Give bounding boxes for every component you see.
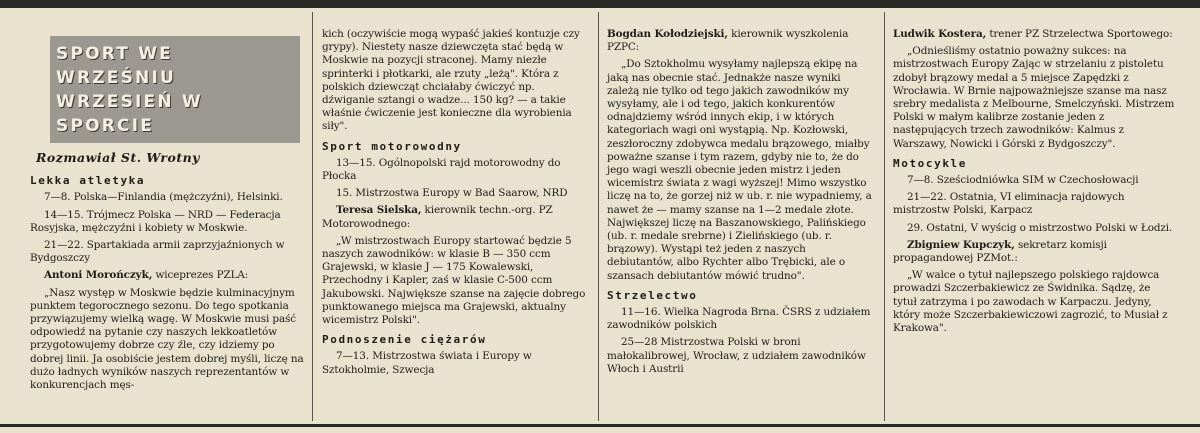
byline: Rozmawiał St. Wrotny bbox=[36, 150, 200, 165]
schedule-item: 15. Mistrzostwa Europy w Bad Saarow, NRD bbox=[336, 187, 568, 200]
schedule-item: 21—22. Ostatnia, VI eliminacja rajdowych mistrzostw Polski, Karpacz bbox=[893, 191, 1125, 217]
schedule-item: 29. Ostatni, V wyścig o mistrzostwo Polski w Łodzi. bbox=[907, 221, 1173, 234]
headline-box bbox=[50, 36, 300, 143]
section-heading-lekka-atletyka: Lekka atletyka bbox=[30, 174, 146, 188]
schedule-item: 7—8. Polska—Finlandia (mężczyźni), Helsinki. bbox=[44, 191, 283, 204]
schedule-item: 14—15. Trójmecz Polska — NRD — Federacja Rosyjska, mężczyźni i kobiety w Moskwie. bbox=[30, 208, 281, 234]
speaker-role: wiceprezes PZLA: bbox=[152, 269, 249, 282]
speaker-name: Teresa Sielska, bbox=[336, 204, 422, 217]
column-2 bbox=[322, 28, 590, 381]
speaker-role: kierownik techn.-org. PZ Motorowodnego: bbox=[322, 204, 553, 230]
schedule-item: 25—28 Mistrzostwa Polski w broni małokalibrowej, Wrocław, z udziałem zawodników Włoch i Austrii bbox=[607, 336, 866, 375]
speaker-name: Bogdan Kołodziejski, bbox=[607, 28, 728, 40]
schedule-item: 7—13. Mistrzostwa świata i Europy w Sztokholmie, Szwecja bbox=[322, 350, 532, 376]
section-heading-podnoszenie-ciezarow: Podnoszenie ciężarów bbox=[322, 333, 487, 347]
column-3 bbox=[607, 28, 875, 380]
interview-quote: „W mistrzostwach Europy startować będzie 5 naszych zawodników: w klasie B — 350 ccm Grajewski, w klasie J — 175 Kowalewski, Przechodny i Kapler, zaś w klasie C-500 ccm Jakubowski. Największe szanse na zajęcie dobrego punktowanego miejsca ma Grajewski, aktualny wicemistrz Polski". bbox=[322, 234, 586, 327]
column-1 bbox=[30, 16, 304, 396]
speaker-name: Zbigniew Kupczyk, bbox=[907, 238, 1015, 251]
interview-quote: „W walce o tytuł najlepszego polskiego rajdowca prowadzi Szczerbakiewicz ze Świdnika. Sądzę, że tytuł zatrzyma i po zawodach w Karpaczu. Jedyny, który może Szczerbakiewiczowi zagrozić, to Musiał z Krakowa". bbox=[893, 269, 1168, 335]
section-heading-sport-motorowodny: Sport motorowodny bbox=[322, 139, 462, 153]
speaker-role: kierownik wyszkolenia PZPC: bbox=[607, 28, 849, 54]
schedule-item: 11—16. Wielka Nagroda Brna. ČSRS z udziałem zawodników polskich bbox=[607, 306, 871, 332]
headline-line-2: WRZESIEŃ W SPORCIE bbox=[56, 92, 203, 136]
speaker-name: Ludwik Kostera, bbox=[893, 28, 987, 40]
headline-line-1: SPORT WE WRZEŚNIU bbox=[56, 44, 176, 88]
interview-quote: „Do Sztokholmu wysyłamy najlepszą ekipę na jaką nas obecnie stać. Jednakże nasze wyniki zależą nie tylko od tego jakich zawodników my wysyłamy, ale i od tego, jakich konkurentów odnajdziemy wśród innych ekip, i w których kategoriach wagi oni wystąpią. Np. Kozłowski, zeszłoroczny zdobywca medalu brązowego, miałby poważne szanse i tym razem, gdyby nie to, że do jego wagi weszli obecnie jeden mistrz i jeden wicemistrz świata z wagi wyższej! Mimo wszystko liczę na to, że gorzej niż w ub. r. nie wypadniemy, a nawet że — mamy szanse na 1—2 medale złote. Największej liczę na Baszanowskiego, Palińskiego (ub. r. medale srebrne) i Zielińskiego (ub. r. brązowy). Wystąpi też jeden z naszych debiutantów, albo Rychter albo Trębicki, ale o szansach debiutantów mówić trudno". bbox=[607, 58, 872, 282]
column-divider bbox=[598, 12, 599, 421]
column-divider bbox=[884, 12, 885, 421]
interview-intro bbox=[322, 204, 590, 230]
bottom-rule bbox=[0, 424, 1200, 427]
section-heading-motocykle: Motocykle bbox=[893, 156, 968, 170]
column-4 bbox=[893, 28, 1175, 339]
section-heading-strzelectwo: Strzelectwo bbox=[607, 288, 698, 302]
paragraph-continued: kich (oczywiście mogą wypaść jakieś kontuzje czy grypy). Niestety nasze dziewczęta stać będą w Moskwie na pozycji straconej. Mamy niezłe sprinterki i płotkarki, ale rzuty „leżą". Która z polskich dziewcząt chciałaby ćwiczyć np. dźwiganie sztangi o wadze... 150 kg? — a takie właśnie ćwiczenie jest konieczne dla wyrobienia siły". bbox=[322, 28, 580, 133]
top-rule bbox=[0, 0, 1200, 8]
interview-quote: „Odnieśliśmy ostatnio poważny sukces: na mistrzostwach Europy Zając w strzelaniu z pistoletu zdobył brązowy medal a 5 miejsce Zapędzki z Wrocławia. W Brnie najpoważniejsze szanse ma nasz srebry medalista z Melbourne, Smelczyński. Mistrzem Polski w małym kalibrze zostanie jeden z następujących trzech zawodników: Kalmus z Warszawy, Nowicki i Górski z Bydgoszczy". bbox=[893, 45, 1175, 150]
interview-intro bbox=[607, 28, 875, 54]
speaker-role: sekretarz komisji propagandowej PZMot.: bbox=[893, 238, 1107, 265]
interview-intro bbox=[30, 269, 304, 282]
schedule-item: 7—8. Sześciodniówka SIM w Czechosłowacji bbox=[907, 174, 1139, 187]
schedule-item: 13—15. Ogólnopolski rajd motorowodny do Płocka bbox=[322, 156, 561, 183]
column-divider bbox=[312, 12, 313, 421]
interview-quote: „Nasz występ w Moskwie będzie kulminacyjnym punktem tegorocznego sezonu. Do tego spotkania przywiązujemy wielką wagę. W Moskwie musi paść odpowiedź na pytanie czy naszych lekkoatletów przygotowujemy dobrze czy źle, czy idziemy po dobrej linii. Ja osobiście jestem dobrej myśli, liczę na dużo ładnych wyników naszych reprezentantów w konkurencjach męs- bbox=[30, 286, 304, 392]
interview-intro bbox=[893, 239, 1175, 265]
interview-intro bbox=[893, 28, 1175, 41]
speaker-name: Antoni Morończyk, bbox=[44, 269, 153, 282]
schedule-item: 21—22. Spartakiada armii zaprzyjaźnionych w Bydgoszczy bbox=[30, 239, 285, 265]
speaker-role: trener PZ Strzelectwa Sportowego: bbox=[986, 28, 1173, 40]
